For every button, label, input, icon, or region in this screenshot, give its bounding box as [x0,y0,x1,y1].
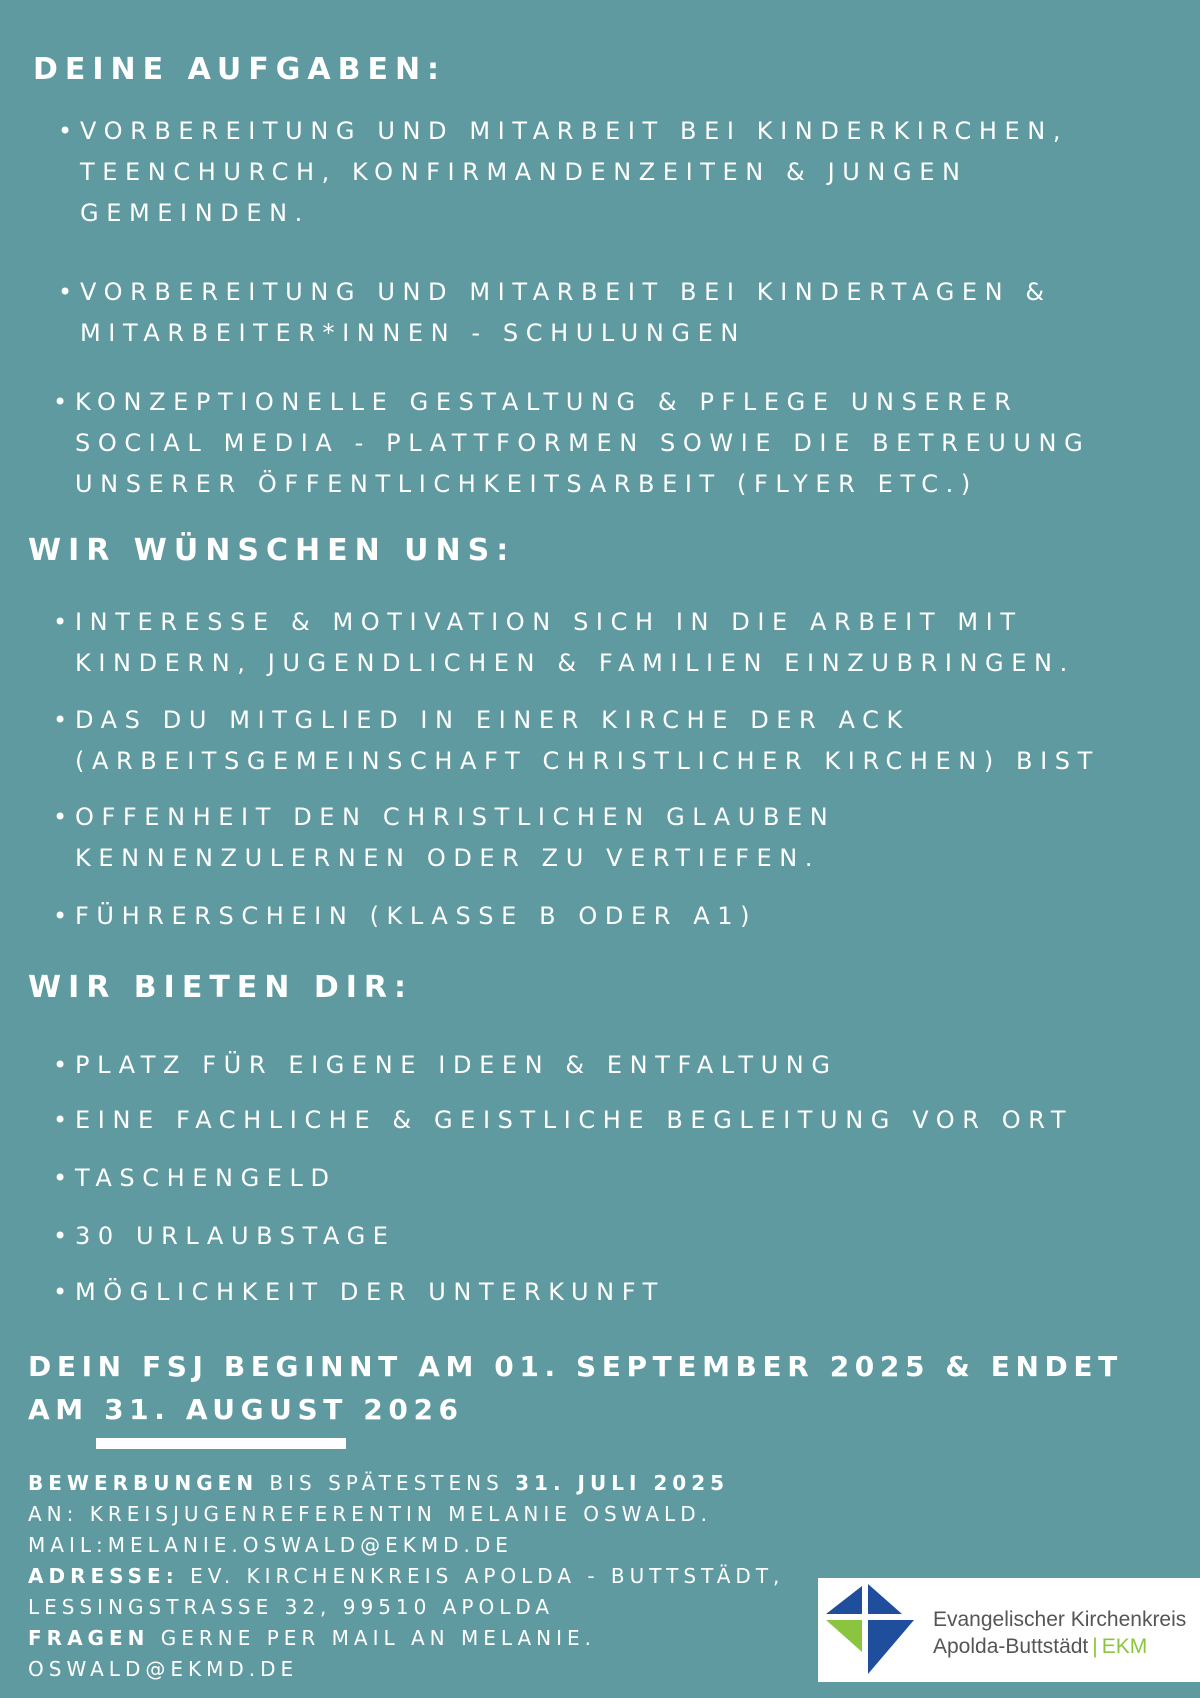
list-item-aufgaben-1 [58,111,1069,234]
list-item-line: VORBEREITUNG UND MITARBEIT BEI KINDERKIRCHEN, [80,117,1069,145]
bullet: • [53,388,68,416]
heading-aufgaben: DEINE AUFGABEN: [33,52,447,87]
list-item-line: TEENCHURCH, KONFIRMANDENZEITEN & JUNGEN [80,158,968,186]
bullet: • [53,706,68,734]
list-item-line: (ARBEITSGEMEINSCHAFT CHRISTLICHER KIRCHEN) BIST [75,747,1100,775]
label-fragen: FRAGEN [28,1626,150,1650]
logo-line-2 [933,1635,1147,1659]
bullet: • [53,608,68,636]
contact-recipient: AN: KREISJUGENREFERENTIN MELANIE OSWALD. [28,1502,712,1526]
list-item-line: OFFENHEIT DEN CHRISTLICHEN GLAUBEN [75,803,836,831]
bullet: • [53,1222,68,1250]
list-item-line: KENNENZULERNEN ODER ZU VERTIEFEN. [75,844,821,872]
list-item-bieten-2 [53,1100,1074,1141]
divider [96,1438,346,1449]
bullet: • [58,278,73,306]
bullet: • [53,1278,68,1306]
list-item-bieten-1 [53,1045,838,1086]
contact-questions [28,1623,784,1654]
bullet: • [53,1106,68,1134]
list-item-line: KINDERN, JUGENDLICHEN & FAMILIEN EINZUBRINGEN. [75,649,1075,677]
list-item-line: TASCHENGELD [75,1164,337,1192]
bullet: • [58,117,73,145]
bullet: • [53,1164,68,1192]
list-item-line: PLATZ FÜR EIGENE IDEEN & ENTFALTUNG [75,1051,838,1079]
logo-line-1: Evangelischer Kirchenkreis [933,1608,1187,1631]
list-item-bieten-5 [53,1272,665,1313]
list-item-line: EINE FACHLICHE & GEISTLICHE BEGLEITUNG VOR ORT [75,1106,1074,1134]
bullet: • [53,902,68,930]
kirchenkreis-logo [818,1578,1200,1682]
list-item-line: INTERESSE & MOTIVATION SICH IN DIE ARBEIT MIT [75,608,1023,636]
list-item-wuenschen-3 [53,797,836,879]
label-adresse: ADRESSE: [28,1564,179,1588]
contact-info [28,1468,784,1685]
contact-mail: MAIL:MELANIE.OSWALD@EKMD.DE [28,1533,513,1557]
list-item-wuenschen-4 [53,896,758,937]
bullet: • [53,1051,68,1079]
contact-deadline [28,1468,784,1499]
deadline-text: BIS SPÄTESTENS [258,1471,516,1495]
logo-ekm: EKM [1101,1635,1148,1658]
list-item-aufgaben-2 [58,272,1052,354]
list-item-line: VORBEREITUNG UND MITARBEIT BEI KINDERTAGEN & [80,278,1052,306]
contact-mail-continued: OSWALD@EKMD.DE [28,1657,299,1681]
questions-text: GERNE PER MAIL AN MELANIE. [149,1626,597,1650]
bullet: • [53,803,68,831]
list-item-line: MÖGLICHKEIT DER UNTERKUNFT [75,1278,665,1306]
logo-place: Apolda-Buttstädt [933,1635,1089,1658]
cross-logo-icon [818,1578,928,1682]
list-item-bieten-3 [53,1158,337,1199]
list-item-wuenschen-1 [53,602,1075,684]
heading-wuenschen: WIR WÜNSCHEN UNS: [28,533,516,568]
list-item-wuenschen-2 [53,700,1100,782]
list-item-line: UNSERER ÖFFENTLICHKEITSARBEIT (FLYER ETC.) [75,470,978,498]
label-bewerbungen: BEWERBUNGEN [28,1471,259,1495]
list-item-line: SOCIAL MEDIA - PLATTFORMEN SOWIE DIE BETREUUNG [75,429,1091,457]
fsj-dates: DEIN FSJ BEGINNT AM 01. SEPTEMBER 2025 & ENDET AM 31. AUGUST 2026 [28,1350,1123,1426]
list-item-bieten-4 [53,1216,396,1257]
deadline-date: 31. JULI 2025 [515,1471,730,1495]
logo-separator: | [1092,1635,1098,1658]
list-item-line: KONZEPTIONELLE GESTALTUNG & PFLEGE UNSERER [75,388,1019,416]
list-item-aufgaben-3 [53,382,1091,505]
contact-address [28,1561,784,1592]
list-item-line: DAS DU MITGLIED IN EINER KIRCHE DER ACK [75,706,910,734]
heading-bieten: WIR BIETEN DIR: [28,970,413,1005]
list-item-line: 30 URLAUBSTAGE [75,1222,396,1250]
contact-street: LESSINGSTRASSE 32, 99510 APOLDA [28,1595,555,1619]
list-item-line: FÜHRERSCHEIN (KLASSE B ODER A1) [75,902,758,930]
address-text: EV. KIRCHENKREIS APOLDA - BUTTSTÄDT, [178,1564,785,1588]
list-item-line: GEMEINDEN. [80,199,310,227]
list-item-line: MITARBEITER*INNEN - SCHULUNGEN [80,319,746,347]
